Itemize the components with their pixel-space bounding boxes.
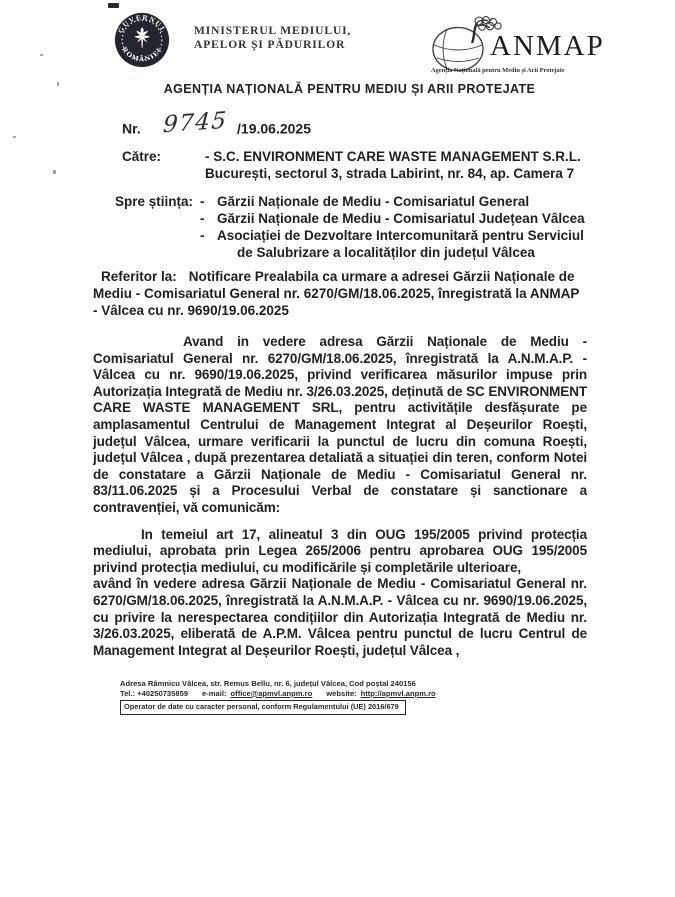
cc-item-text: Gărzii Naționale de Mediu - Comisariatul General <box>217 194 530 209</box>
svg-text:ROMÂNIEI: ROMÂNIEI <box>120 45 164 64</box>
list-dash: - <box>200 228 205 243</box>
letter-footer <box>120 679 465 715</box>
scan-speck <box>108 3 119 8</box>
body-paragraph-3: având în vedere adresa Gărzii Naționale de Mediu - Comisariatul General nr. 6270/GM/18.06.2025, înregistrată la A.N.M.A.P. - Vâlcea cu nr. 9690/19.06.2025, cu privire la nerespectarea condițiilor din Autorizația Integrată de Mediu nr. 3/26.03.2025, eliberată de A.P.M. Vâlcea pentru punctul de lucru Centrul de Management Integrat al Deșeurilor Roești, județul Vâlcea , <box>93 576 587 658</box>
recipient-label: Către: <box>122 149 162 164</box>
scan-speck <box>53 170 56 174</box>
recipient-company: - S.C. ENVIRONMENT CARE WASTE MANAGEMENT S.R.L. <box>205 149 581 164</box>
recipient-block <box>122 148 587 182</box>
body-paragraph-1: Avand in vedere adresa Gărzii Naționale de Mediu - Comisariatul General nr. 6270/GM/18.06.2025, înregistrată la A.N.M.A.P. - Vâlcea cu nr. 9690/19.06.2025, privind verificarea măsurilor impuse prin Autorizația Integrată de Mediu nr. 3/26.03.2025, deținută de SC ENVIRONMENT CARE WASTE MANAGEMENT SRL, pentru activitățile desfășurate pe amplasamentul Centrului de Management Integrat al Deșeurilor Roești, județul Vâlcea, urmare verificarii la punctul de lucru din comuna Roești, județul Vâlcea , după prezentarea detaliată a situației din teren, conform Notei de constatare a Gărzii Naționale de Mediu - Comisariatul General nr. 83/11.06.2025 și a Procesului Verbal de constatare și sanctionare a contravenției, vă comunicăm: <box>93 334 587 515</box>
footer-website-label: website: <box>326 688 357 698</box>
svg-text:GUVERNUL: GUVERNUL <box>116 13 168 35</box>
anmap-wordmark: ANMAP <box>490 30 605 62</box>
subject-text: Notificare Prealabila ca urmare a adresei Gărzii Naționale de Mediu - Comisariatul General nr. 6270/GM/18.06.2025, înregistrată la ANMAP - Vâlcea cu nr. 9690/19.06.2025 <box>93 269 580 318</box>
gdpr-notice: Operator de date cu caracter personal, conform Regulamentului (UE) 2016/679 <box>120 700 406 715</box>
scan-speck <box>13 136 16 138</box>
list-dash: - <box>200 211 205 226</box>
scan-speck <box>40 54 43 56</box>
subject-paragraph <box>93 268 587 319</box>
list-dash: - <box>200 194 205 209</box>
body-paragraph-2: In temeiul art 17, alineatul 3 din OUG 195/2005 privind protecția mediului, aprobata prin Legea 265/2006 pentru aprobarea OUG 195/2005 privind protecția mediului, cu modificările și completările ulterioare, <box>93 526 587 575</box>
cc-item <box>200 210 587 227</box>
cc-item <box>200 193 587 210</box>
footer-email: office@apmvl.anpm.ro <box>230 688 313 698</box>
reference-date: /19.06.2025 <box>237 120 311 137</box>
footer-address: Adresa Râmnicu Vâlcea, str. Remus Bellu, nr. 6, județul Vâlcea, Cod poștal 240156 <box>120 679 416 688</box>
reference-number-line <box>122 107 587 139</box>
recipient-address: București, sectorul 3, strada Labirint, nr. 84, ap. Camera 7 <box>205 166 575 181</box>
agency-title: AGENȚIA NAȚIONALĂ PENTRU MEDIU ȘI ARII PROTEJATE <box>163 82 536 96</box>
footer-telephone: Tel.: +40250735859 <box>120 688 189 698</box>
letter-body <box>93 107 587 659</box>
footer-website: http://apmvl.anpm.ro <box>360 688 436 698</box>
handwritten-number: 9745 <box>161 107 228 139</box>
subject-label: Referitor la: <box>101 269 177 284</box>
footer-contact-line <box>120 689 465 699</box>
cc-item <box>200 227 587 261</box>
anmap-tagline: Agenția Națională pentru Mediu și Arii Protejate <box>431 67 565 74</box>
anmap-logo <box>430 8 605 80</box>
ministry-line-1: MINISTERUL MEDIULUI, <box>194 25 352 37</box>
footer-email-label: e-mail: <box>202 688 227 698</box>
ministry-line-2: APELOR ȘI PĂDURILOR <box>194 38 346 51</box>
government-seal-icon <box>113 11 171 69</box>
cc-item-text: Gărzii Naționale de Mediu - Comisariatul Județean Vâlcea <box>217 211 585 226</box>
cc-label: Spre știința: <box>115 194 194 209</box>
cc-block <box>115 193 587 261</box>
nr-label: Nr. <box>122 120 141 137</box>
cc-item-text: Asociației de Dezvoltare Intercomunitară pentru Serviciul de Salubrizare a localităților din județul Vâlcea <box>217 228 584 260</box>
ministry-name <box>194 25 351 52</box>
